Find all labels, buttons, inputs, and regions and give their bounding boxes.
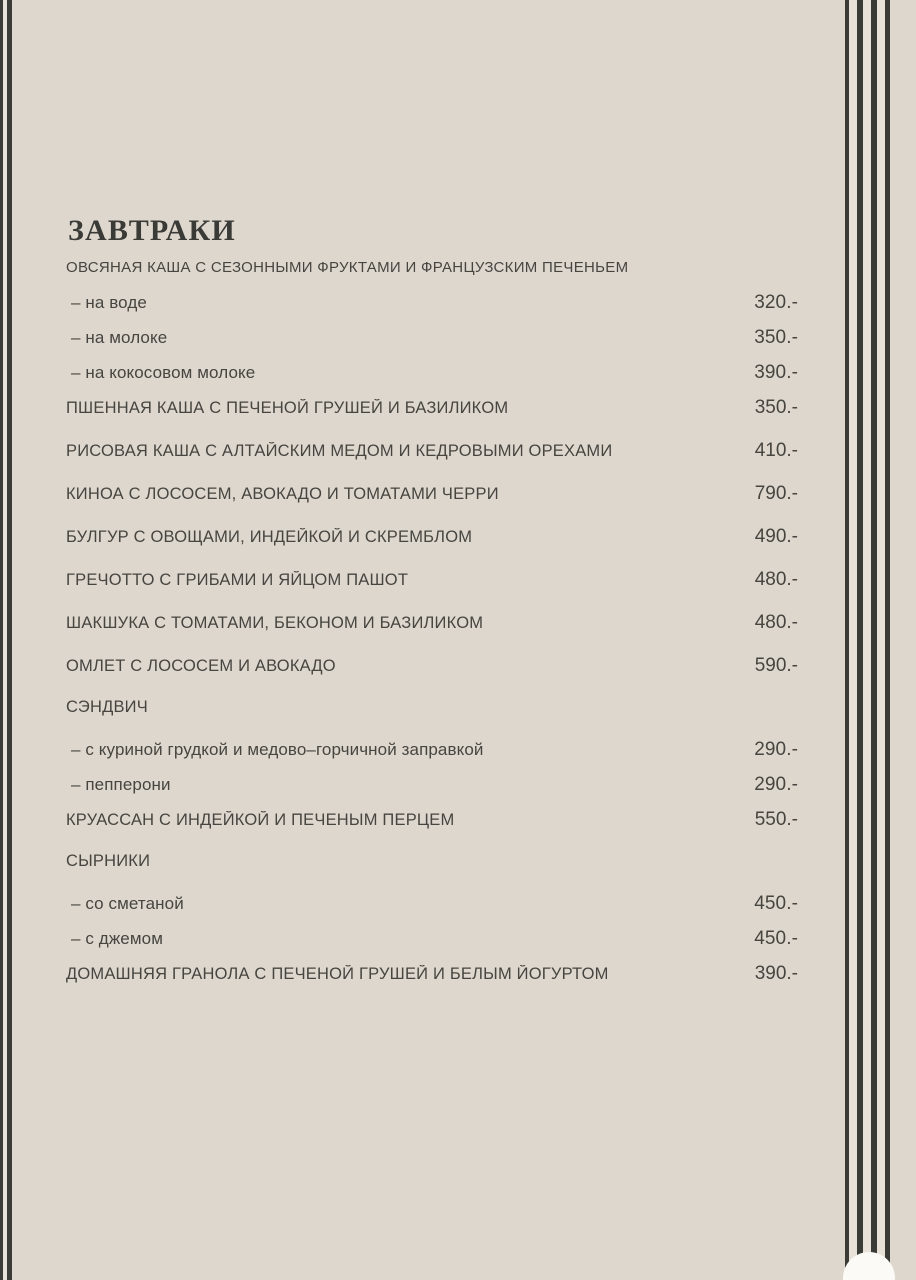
menu-item-label: КРУАССАН С ИНДЕЙКОЙ И ПЕЧЕНЫМ ПЕРЦЕМ — [66, 811, 455, 829]
right-edge-stripe-light-3 — [877, 0, 885, 1280]
menu-item-row — [66, 928, 798, 963]
menu-item-row — [66, 397, 798, 440]
menu-item-label: – со сметаной — [71, 894, 184, 913]
menu-item-price: 790.- — [754, 483, 798, 504]
menu-item-price: 480.- — [754, 569, 798, 590]
right-edge-stripe-light-1 — [849, 0, 857, 1280]
menu-item-price: 290.- — [754, 739, 798, 760]
menu-item-price: 550.- — [754, 809, 798, 830]
menu-item-label: ПШЕННАЯ КАША С ПЕЧЕНОЙ ГРУШЕЙ И БАЗИЛИКОМ — [66, 399, 509, 417]
menu-item-row — [66, 259, 798, 292]
right-edge-stripe-4 — [885, 0, 890, 1280]
menu-item-row — [66, 963, 798, 1006]
menu-item-label: – на воде — [71, 293, 147, 312]
menu-item-label: ОМЛЕТ С ЛОСОСЕМ И АВОКАДО — [66, 657, 336, 675]
menu-item-label: ДОМАШНЯЯ ГРАНОЛА С ПЕЧЕНОЙ ГРУШЕЙ И БЕЛЫМ ЙОГУРТОМ — [66, 965, 609, 983]
menu-item-label: – с куриной грудкой и медово–горчичной заправкой — [71, 740, 484, 759]
right-edge-stripe-2 — [857, 0, 863, 1280]
left-edge-stripe-2 — [7, 0, 12, 1280]
menu-item-list — [66, 259, 798, 1006]
menu-item-price: 350.- — [754, 327, 798, 348]
menu-item-row — [66, 292, 798, 327]
menu-item-row — [66, 483, 798, 526]
menu-item-label: – с джемом — [71, 929, 163, 948]
menu-item-label: ОВСЯНАЯ КАША С СЕЗОННЫМИ ФРУКТАМИ И ФРАНЦУЗСКИМ ПЕЧЕНЬЕМ — [66, 259, 629, 276]
menu-item-row — [66, 809, 798, 852]
menu-item-row — [66, 526, 798, 569]
menu-item-row — [66, 612, 798, 655]
menu-item-row — [66, 655, 798, 698]
menu-item-row — [66, 852, 798, 893]
menu-item-row — [66, 739, 798, 774]
menu-item-label: – на кокосовом молоке — [71, 363, 256, 382]
menu-item-label: – пепперони — [71, 775, 171, 794]
menu-item-label: – на молоке — [71, 328, 168, 347]
menu-item-label: РИСОВАЯ КАША С АЛТАЙСКИМ МЕДОМ И КЕДРОВЫМИ ОРЕХАМИ — [66, 442, 613, 460]
menu-item-label: КИНОА С ЛОСОСЕМ, АВОКАДО И ТОМАТАМИ ЧЕРРИ — [66, 485, 499, 503]
menu-item-price: 390.- — [754, 362, 798, 383]
right-edge-stripe-1 — [845, 0, 849, 1280]
menu-item-label: БУЛГУР С ОВОЩАМИ, ИНДЕЙКОЙ И СКРЕМБЛОМ — [66, 528, 473, 546]
right-edge-stripe-3 — [871, 0, 877, 1280]
menu-item-label: СЭНДВИЧ — [66, 698, 148, 716]
menu-item-row — [66, 327, 798, 362]
menu-item-row — [66, 362, 798, 397]
menu-item-price: 480.- — [754, 612, 798, 633]
menu-item-row — [66, 440, 798, 483]
menu-item-label: ШАКШУКА С ТОМАТАМИ, БЕКОНОМ И БАЗИЛИКОМ — [66, 614, 484, 632]
menu-item-price: 490.- — [754, 526, 798, 547]
menu-item-price: 290.- — [754, 774, 798, 795]
right-edge-stripe-light-2 — [863, 0, 871, 1280]
menu-item-row — [66, 569, 798, 612]
menu-item-price: 450.- — [754, 928, 798, 949]
menu-item-label: ГРЕЧОТТО С ГРИБАМИ И ЯЙЦОМ ПАШОТ — [66, 571, 409, 589]
menu-item-price: 450.- — [754, 893, 798, 914]
section-title: ЗАВТРАКИ — [68, 214, 236, 247]
menu-item-row — [66, 698, 798, 739]
menu-item-row — [66, 774, 798, 809]
menu-item-label: СЫРНИКИ — [66, 852, 151, 870]
menu-item-price: 320.- — [754, 292, 798, 313]
menu-item-row — [66, 893, 798, 928]
menu-item-price: 590.- — [754, 655, 798, 676]
menu-item-price: 390.- — [754, 963, 798, 984]
menu-content — [66, 214, 798, 1006]
menu-item-price: 350.- — [754, 397, 798, 418]
menu-item-price: 410.- — [754, 440, 798, 461]
